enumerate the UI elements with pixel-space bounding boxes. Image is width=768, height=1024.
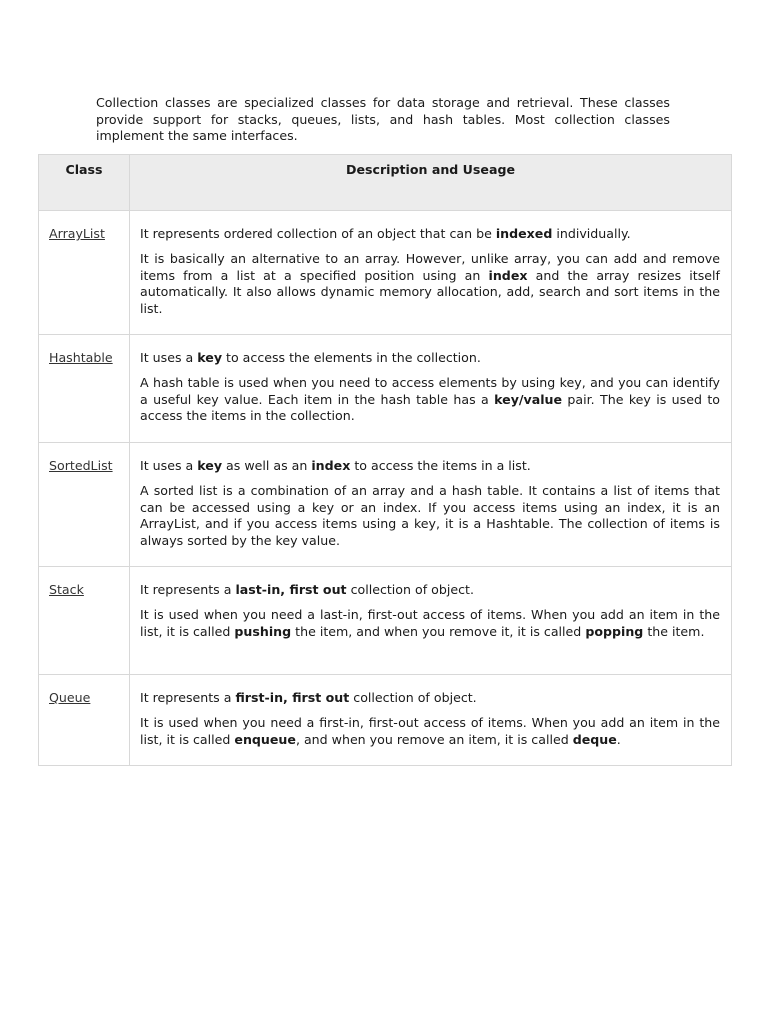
class-detail: [140, 251, 720, 318]
bold-term: pushing: [234, 623, 292, 639]
class-summary: [140, 690, 720, 707]
class-detail: [140, 375, 720, 425]
bold-term: index: [488, 267, 528, 283]
text-run: It is used when you need a first-in, first-out access of items. When you add an item in the list, it is called: [140, 714, 720, 747]
class-detail: [140, 715, 720, 749]
text-run: It represents a: [140, 690, 236, 705]
class-cell: [39, 567, 130, 675]
header-description: Description and Useage: [130, 155, 732, 211]
text-run: individually.: [552, 226, 631, 241]
class-cell: [39, 335, 130, 443]
text-run: It represents ordered collection of an object that can be: [140, 226, 496, 241]
header-class: Class: [39, 155, 130, 211]
class-link-sortedlist[interactable]: SortedList: [49, 458, 113, 473]
text-run: to access the elements in the collection.: [222, 350, 481, 365]
class-link-hashtable[interactable]: Hashtable: [49, 350, 113, 365]
intro-paragraph: Collection classes are specialized classes for data storage and retrieval. These classes provide support for stacks, queues, lists, and hash tables. Most collection classes implement the same interfaces.: [96, 95, 670, 144]
text-run: It is basically an alternative to an array. However, unlike array, you can add and remove items from a list at a specified position using an: [140, 250, 720, 283]
text-run: and the array resizes itself automatically. It also allows dynamic memory allocation, add, search and sort items in the list.: [140, 267, 720, 317]
text-run: pair. The key is used to access the items in the collection.: [140, 391, 720, 424]
table-row: [39, 567, 732, 675]
class-detail: [140, 607, 720, 641]
description-cell: [130, 443, 732, 567]
class-summary: [140, 582, 720, 599]
table-row: [39, 443, 732, 567]
text-run: A sorted list is a combination of an array and a hash table. It contains a list of items that can be accessed using a key or an index. If you access items using an index, it is an ArrayList, and if you access items using a key, it is a Hashtable. The collection of items is always sorted by the key value.: [140, 482, 720, 549]
bold-term: popping: [585, 623, 644, 639]
description-cell: [130, 675, 732, 766]
table-row: [39, 211, 732, 335]
text-run: the item, and when you remove it, it is called: [291, 623, 586, 639]
bold-term: key: [197, 350, 223, 365]
class-cell: [39, 675, 130, 766]
description-cell: [130, 211, 732, 335]
text-run: the item.: [643, 623, 705, 639]
class-detail: [140, 483, 720, 550]
text-run: , and when you remove an item, it is called: [295, 731, 573, 747]
description-cell: [130, 335, 732, 443]
text-run: collection of object.: [346, 582, 474, 597]
text-run: A hash table is used when you need to access elements by using key, and you can identify a useful key value. Each item in the hash table has a: [140, 374, 720, 407]
class-summary: [140, 350, 720, 367]
bold-term: key: [197, 458, 223, 473]
class-cell: [39, 443, 130, 567]
table-row: [39, 335, 732, 443]
text-run: It is used when you need a last-in, first-out access of items. When you add an item in the list, it is called: [140, 606, 720, 639]
table-header-row: [39, 155, 732, 211]
bold-term: key/value: [494, 391, 563, 407]
class-link-queue[interactable]: Queue: [49, 690, 91, 705]
bold-term: last-in, first out: [235, 582, 347, 597]
bold-term: deque: [572, 731, 617, 747]
bold-term: enqueue: [234, 731, 296, 747]
text-run: It uses a: [140, 458, 198, 473]
text-run: It uses a: [140, 350, 198, 365]
bold-term: index: [311, 458, 351, 473]
class-summary: [140, 226, 720, 243]
table-row: [39, 675, 732, 766]
class-link-arraylist[interactable]: ArrayList: [49, 226, 105, 241]
text-run: collection of object.: [349, 690, 477, 705]
class-summary: [140, 458, 720, 475]
bold-term: indexed: [495, 226, 553, 241]
collection-classes-table: [38, 154, 732, 766]
text-run: .: [616, 731, 621, 747]
text-run: to access the items in a list.: [350, 458, 531, 473]
bold-term: first-in, first out: [235, 690, 350, 705]
text-run: It represents a: [140, 582, 236, 597]
class-link-stack[interactable]: Stack: [49, 582, 84, 597]
class-cell: [39, 211, 130, 335]
description-cell: [130, 567, 732, 675]
text-run: as well as an: [222, 458, 312, 473]
